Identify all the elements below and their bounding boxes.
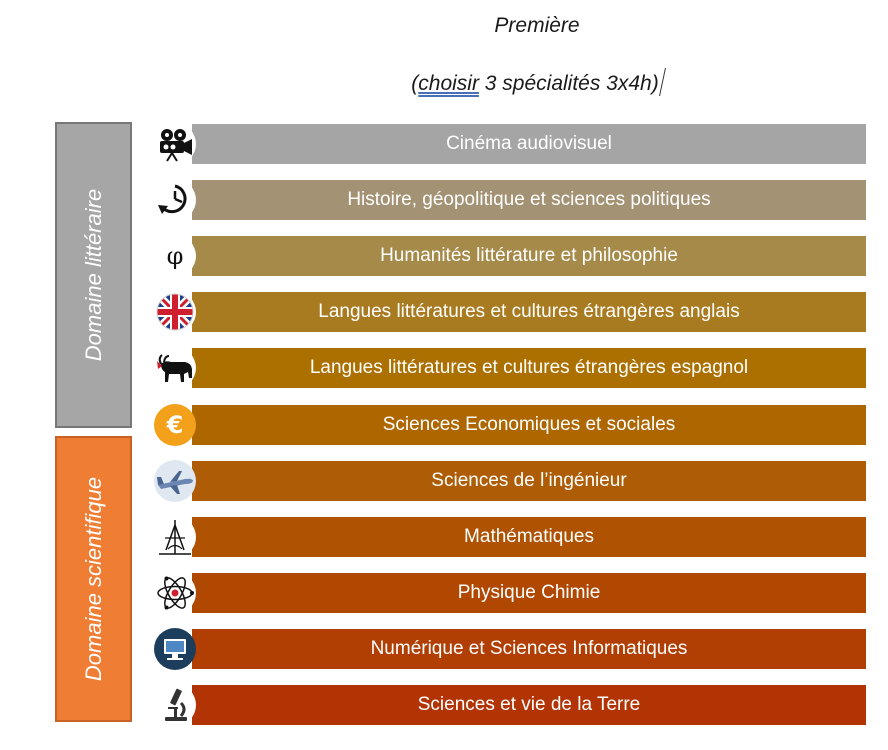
icon-holder (154, 460, 196, 502)
movie-camera-icon (155, 124, 195, 164)
speciality-bar (192, 405, 866, 445)
atom-icon (155, 573, 195, 613)
clock-history-icon (155, 180, 195, 220)
speciality-label: Langues littératures et cultures étrangères espagnol (309, 357, 749, 378)
icon-holder (154, 572, 196, 614)
icon-holder (154, 291, 196, 333)
speciality-bar (192, 348, 866, 388)
icon-holder (154, 123, 196, 165)
uk-flag-icon (155, 292, 195, 332)
speciality-row (154, 124, 866, 164)
speciality-row (154, 629, 866, 669)
speciality-bar (192, 292, 866, 332)
speciality-label: Langues littératures et cultures étrangères anglais (318, 301, 740, 322)
speciality-row (154, 348, 866, 388)
subtitle-open: ( (411, 72, 419, 95)
phi-icon: φ (166, 242, 184, 270)
speciality-bar (192, 629, 866, 669)
euro-icon: € (166, 411, 184, 439)
computer-icon (155, 629, 195, 669)
speciality-label: Cinéma audiovisuel (446, 133, 612, 154)
bull-icon (155, 348, 195, 388)
subtitle-rest: 3 spécialités 3x4h) (478, 72, 659, 95)
speciality-row (154, 461, 866, 501)
speciality-bar (192, 517, 866, 557)
speciality-bar (192, 573, 866, 613)
speciality-label: Numérique et Sciences Informatiques (370, 638, 688, 659)
speciality-label: Sciences et vie de la Terre (417, 694, 641, 715)
icon-holder (154, 516, 196, 558)
page-subtitle (0, 68, 888, 96)
domain-scientific-label: Domaine scientifique (80, 476, 106, 682)
speciality-bar (192, 236, 866, 276)
speciality-label: Sciences Economiques et sociales (382, 414, 676, 435)
icon-holder (154, 179, 196, 221)
speciality-label: Mathématiques (464, 526, 594, 547)
speciality-label: Physique Chimie (457, 582, 601, 603)
speciality-label: Humanités littérature et philosophie (380, 245, 678, 266)
speciality-row (154, 573, 866, 613)
speciality-row (154, 685, 866, 725)
page-title: Première (494, 14, 580, 37)
speciality-bar (192, 124, 866, 164)
speciality-row (154, 180, 866, 220)
speciality-row (154, 405, 866, 445)
domain-literary-box (55, 122, 132, 428)
speciality-label: Sciences de l’ingénieur (431, 470, 627, 491)
speciality-label: Histoire, géopolitique et sciences politiques (347, 189, 711, 210)
domain-literary-label: Domaine littéraire (80, 188, 106, 362)
speciality-row (154, 292, 866, 332)
compass-math-icon (155, 517, 195, 557)
subtitle-underlined-word: choisir (418, 72, 479, 95)
speciality-bar (192, 685, 866, 725)
speciality-row (154, 236, 866, 276)
speciality-row (154, 517, 866, 557)
icon-holder (154, 628, 196, 670)
icon-holder (154, 235, 196, 277)
icon-holder (154, 684, 196, 726)
speciality-bar (192, 461, 866, 501)
icon-holder (154, 347, 196, 389)
icon-holder (154, 404, 196, 446)
airplane-icon (155, 461, 195, 501)
microscope-icon (155, 685, 195, 725)
domain-scientific-box (55, 436, 132, 722)
speciality-bar (192, 180, 866, 220)
text-cursor (659, 68, 666, 96)
